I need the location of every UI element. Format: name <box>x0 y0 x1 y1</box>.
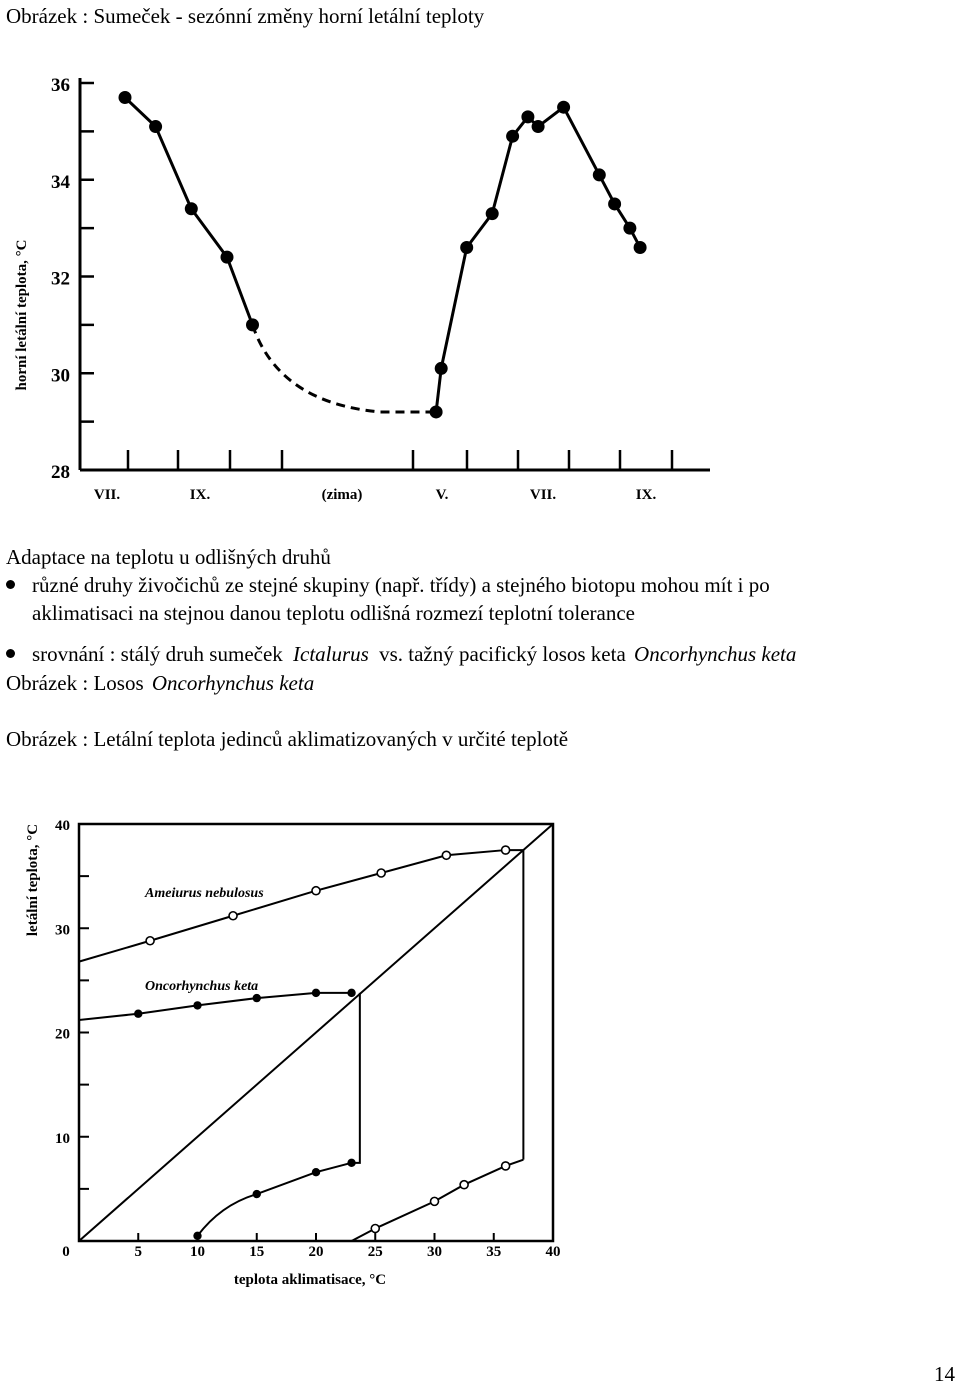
chart2-y-tick-label: 30 <box>55 922 70 939</box>
seasonal-lethal-temp-chart <box>0 50 740 520</box>
bullet-2-middle: vs. tažný pacifický losos keta <box>379 642 626 666</box>
open-data-point <box>460 1181 468 1189</box>
filled-data-point <box>347 1159 355 1167</box>
legend-ameiurus-nebulosus: Ameiurus nebulosus <box>145 886 264 901</box>
chart1-data-point <box>430 405 443 418</box>
chart1-data-point <box>221 251 234 264</box>
open-data-point <box>502 846 510 854</box>
figure-2-caption-text: Obrázek : Losos <box>6 671 144 695</box>
filled-data-point <box>312 989 320 997</box>
bullet-2-prefix: srovnání : stálý druh sumeček <box>32 642 283 666</box>
chart2-x-tick-label: 30 <box>427 1244 442 1260</box>
filled-data-point <box>193 1232 201 1240</box>
figure-2-caption <box>6 671 314 696</box>
bullet-1-line-2: aklimatisaci na stejnou danou teplotu odlišná rozmezí teplotní tolerance <box>32 601 635 625</box>
chart1-data-point <box>246 318 259 331</box>
chart1-y-tick-label: 30 <box>51 365 70 387</box>
legend-oncorhynchus-keta: Oncorhynchus keta <box>145 979 259 994</box>
open-data-point <box>442 851 450 859</box>
filled-data-point <box>193 1001 201 1009</box>
chart1-data-point <box>532 120 545 133</box>
figure-2-species: Oncorhynchus keta <box>151 671 315 695</box>
filled-data-point <box>253 1190 261 1198</box>
open-data-point <box>431 1197 439 1205</box>
chart2-points <box>134 846 510 1240</box>
chart1-y-tick-label: 28 <box>51 462 70 483</box>
oncorhynchus-lower-line <box>198 1163 352 1236</box>
chart2-y-tick-label: 10 <box>55 1130 70 1147</box>
chart1-series <box>125 98 640 412</box>
chart1-data-point <box>460 241 473 254</box>
chart1-y-tick-label: 36 <box>51 75 70 96</box>
chart1-axes <box>80 78 710 470</box>
chart1-x-tick-label: VII. <box>529 487 557 503</box>
chart1-ylabel: horní letální teplota, °C <box>14 239 30 391</box>
chart2-y-tick-labels <box>55 818 70 1147</box>
section-heading: Adaptace na teplotu u odlišných druhů <box>6 545 331 569</box>
chart1-series-line <box>436 107 640 412</box>
chart2-x-tick-label: 10 <box>190 1244 205 1260</box>
chart2-x-tick-label: 40 <box>545 1244 561 1260</box>
chart2-x-tick-label: 35 <box>486 1244 502 1260</box>
bullet-2-icon <box>6 649 15 658</box>
chart1-data-point <box>119 91 132 104</box>
chart1-data-point <box>486 207 499 220</box>
chart1-data-point <box>506 130 519 143</box>
chart1-x-tick-label: VII. <box>93 487 121 503</box>
open-data-point <box>502 1162 510 1170</box>
oncorhynchus-drop-line <box>352 993 360 1163</box>
chart1-x-tick-labels <box>94 487 657 503</box>
figure-1-caption: Obrázek : Sumeček - sezónní změny horní letální teploty <box>6 4 485 28</box>
ameiurus-upper-line <box>79 850 523 962</box>
figure-3-caption: Obrázek : Letální teplota jedinců aklimatizovaných v určité teplotě <box>6 727 569 751</box>
chart1-y-tick-labels <box>51 75 71 483</box>
chart1-data-point <box>521 110 534 123</box>
bullet-1-line-1: různé druhy živočichů ze stejné skupiny (např. třídy) a stejného biotopu mohou mít i po <box>32 573 770 597</box>
open-data-point <box>229 912 237 920</box>
chart1-data-point <box>149 120 162 133</box>
bullet-2 <box>32 642 796 667</box>
chart1-series-line <box>253 325 437 412</box>
chart2-y-axis-label: letální teplota, °C <box>25 823 41 937</box>
open-data-point <box>371 1224 379 1232</box>
chart1-data-point <box>435 362 448 375</box>
chart1-data-point <box>593 168 606 181</box>
chart2-x-tick-label: 25 <box>367 1244 383 1260</box>
chart2-x-tick-label: 20 <box>308 1244 324 1260</box>
chart1-data-point <box>623 222 636 235</box>
chart1-data-point <box>634 241 647 254</box>
chart1-x-tick-label: (zima) <box>321 487 363 503</box>
chart1-x-tick-label: V. <box>435 487 449 503</box>
open-data-point <box>377 869 385 877</box>
chart1-data-point <box>185 202 198 215</box>
chart1-y-tick-label: 32 <box>51 268 70 290</box>
oncorhynchus-upper-line <box>79 993 352 1020</box>
open-data-point <box>312 887 320 895</box>
chart2-x-tick-label: 5 <box>134 1244 142 1260</box>
page-number: 14 <box>934 1362 955 1386</box>
bullet-1-icon <box>6 580 15 589</box>
chart1-y-tick-label: 34 <box>51 171 70 193</box>
chart1-x-tick-label: IX. <box>635 487 657 503</box>
chart1-data-point <box>557 101 570 114</box>
bullet-2-species-2: Oncorhynchus keta <box>634 642 797 666</box>
filled-data-point <box>312 1168 320 1176</box>
chart1-ticks <box>80 83 672 470</box>
chart2-y-tick-label: 40 <box>55 818 70 834</box>
chart2-x-tick-label: 0 <box>62 1244 70 1260</box>
filled-data-point <box>253 994 261 1002</box>
acclimation-lethal-temp-chart <box>0 800 600 1300</box>
open-data-point <box>146 937 154 945</box>
chart2-x-axis-label: teplota aklimatisace, °C <box>233 1272 387 1288</box>
chart1-data-point <box>608 197 621 210</box>
chart2-x-tick-label: 15 <box>249 1244 265 1260</box>
chart2-x-tick-labels <box>62 1244 560 1260</box>
filled-data-point <box>134 1010 142 1018</box>
chart1-points <box>119 91 647 418</box>
filled-data-point <box>347 989 355 997</box>
chart1-x-tick-label: IX. <box>189 487 211 503</box>
chart2-y-tick-label: 20 <box>55 1026 70 1043</box>
bullet-2-species-1: Ictalurus <box>293 642 369 666</box>
